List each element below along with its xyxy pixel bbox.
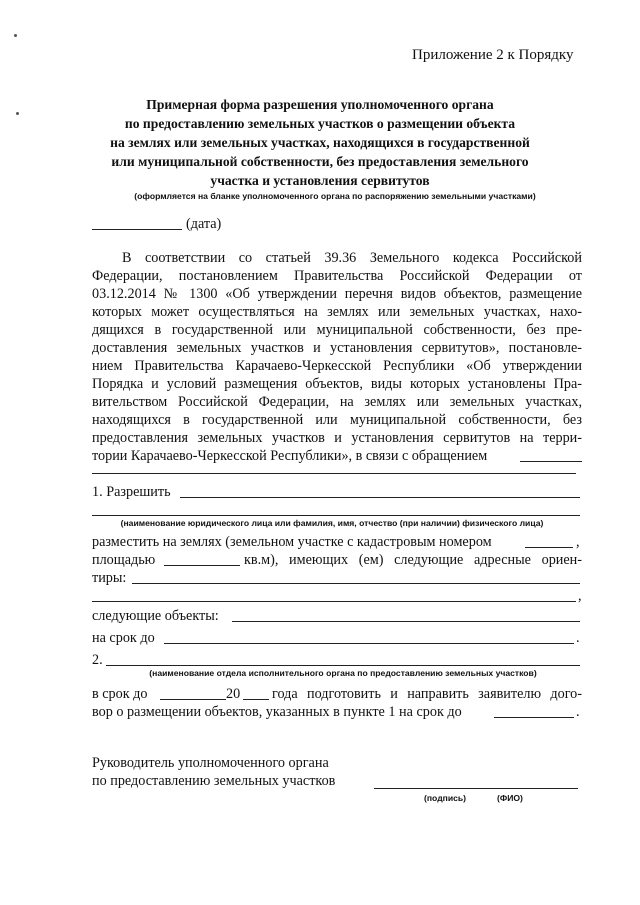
- address-field-continued[interactable]: [92, 601, 576, 602]
- form-title-line: или муниципальной собственности, без предоставления земельного: [111, 154, 529, 169]
- item2-deadline-label: в срок до: [92, 686, 148, 702]
- scan-speck: [16, 112, 19, 115]
- contract-term-field[interactable]: [494, 717, 574, 718]
- body-line: нием Правительства Карачаево-Черкесской Республики «Об утверждении: [92, 358, 582, 374]
- deadline-year-field[interactable]: [243, 699, 269, 700]
- item1-line: кв.м), имеющих (ем) следующие адресные ориен-: [244, 552, 582, 568]
- objects-field[interactable]: [232, 621, 580, 622]
- date-label: (дата): [186, 216, 222, 232]
- permitted-party-field-continued[interactable]: [92, 515, 580, 516]
- body-line: вительством Российской Федерации, на землях или земельных участках,: [92, 394, 582, 410]
- applicant-field-continued[interactable]: [92, 473, 576, 474]
- item1-area-label: площадью: [92, 552, 156, 568]
- area-field[interactable]: [164, 565, 240, 566]
- item1-label: 1. Разрешить: [92, 484, 171, 500]
- comma: ,: [576, 534, 580, 550]
- scan-speck: [14, 34, 17, 37]
- comma: ,: [578, 588, 582, 604]
- body-line: тории Карачаево-Черкесской Республики», в связи с обращением: [92, 448, 488, 464]
- item2-caption: (наименование отдела исполнительного органа по предоставлению земельных участков): [149, 668, 537, 678]
- body-line: доставления земельных участков и установления сервитутов», постановле-: [92, 340, 582, 356]
- period: .: [576, 704, 580, 720]
- appendix-reference: Приложение 2 к Порядку: [412, 47, 574, 63]
- date-field[interactable]: [92, 229, 182, 230]
- deadline-date-field[interactable]: [160, 699, 226, 700]
- term-field[interactable]: [164, 643, 574, 644]
- permitted-party-field[interactable]: [180, 497, 580, 498]
- item2-line: года подготовить и направить заявителю дого-: [272, 686, 582, 702]
- body-line: 03.12.2014 № 1300 «Об утверждении перечня видов объектов, размещение: [92, 286, 582, 302]
- item1-term-label: на срок до: [92, 630, 155, 646]
- item1-line: разместить на землях (земельном участке с кадастровым номером: [92, 534, 492, 550]
- signature-field[interactable]: [374, 788, 578, 789]
- department-field[interactable]: [106, 665, 580, 666]
- applicant-field[interactable]: [520, 461, 582, 462]
- item1-objects-label: следующие объекты:: [92, 608, 219, 624]
- form-title-line: Примерная форма разрешения уполномоченного органа: [146, 97, 494, 112]
- blank-note: (оформляется на бланке уполномоченного органа по распоряжению земельными участками): [134, 191, 536, 201]
- signature-label: (подпись): [424, 793, 467, 803]
- form-title-line: по предоставлению земельных участков о размещении объекта: [124, 116, 516, 131]
- item2-label: 2.: [92, 652, 103, 668]
- body-line: В соответствии со статьей 39.36 Земельного кодекса Российской: [122, 250, 582, 266]
- body-line: предоставления земельных участков и установления сервитутов на терри-: [92, 430, 582, 446]
- body-line: которых может осуществляться на землях или земельных участках, нахо-: [92, 304, 582, 320]
- form-title-line: участка и установления сервитутов: [210, 173, 430, 188]
- body-line: Порядка и условий размещения объектов, виды которых установлены Пра-: [92, 376, 582, 392]
- address-field[interactable]: [132, 583, 580, 584]
- item2-line: вор о размещении объектов, указанных в пункте 1 на срок до: [92, 704, 462, 720]
- item1-line: тиры:: [92, 570, 127, 586]
- period: .: [576, 630, 580, 646]
- form-title-line: на землях или земельных участках, находящихся в государственной: [110, 135, 530, 150]
- item1-caption: (наименование юридического лица или фамилия, имя, отчество (при наличии) физического лица): [120, 518, 544, 528]
- year-prefix: 20: [226, 686, 241, 702]
- cadastral-number-field[interactable]: [525, 547, 573, 548]
- signatory-title: по предоставлению земельных участков: [92, 773, 336, 789]
- body-line: дящихся в государственной или муниципальной собственности, без пре-: [92, 322, 582, 338]
- body-line: Федерации, постановлением Правительства Российской Федерации от: [92, 268, 582, 284]
- full-name-label: (ФИО): [497, 793, 523, 803]
- signatory-title: Руководитель уполномоченного органа: [92, 755, 329, 771]
- body-line: находящихся в государственной или муниципальной собственности, без: [92, 412, 582, 428]
